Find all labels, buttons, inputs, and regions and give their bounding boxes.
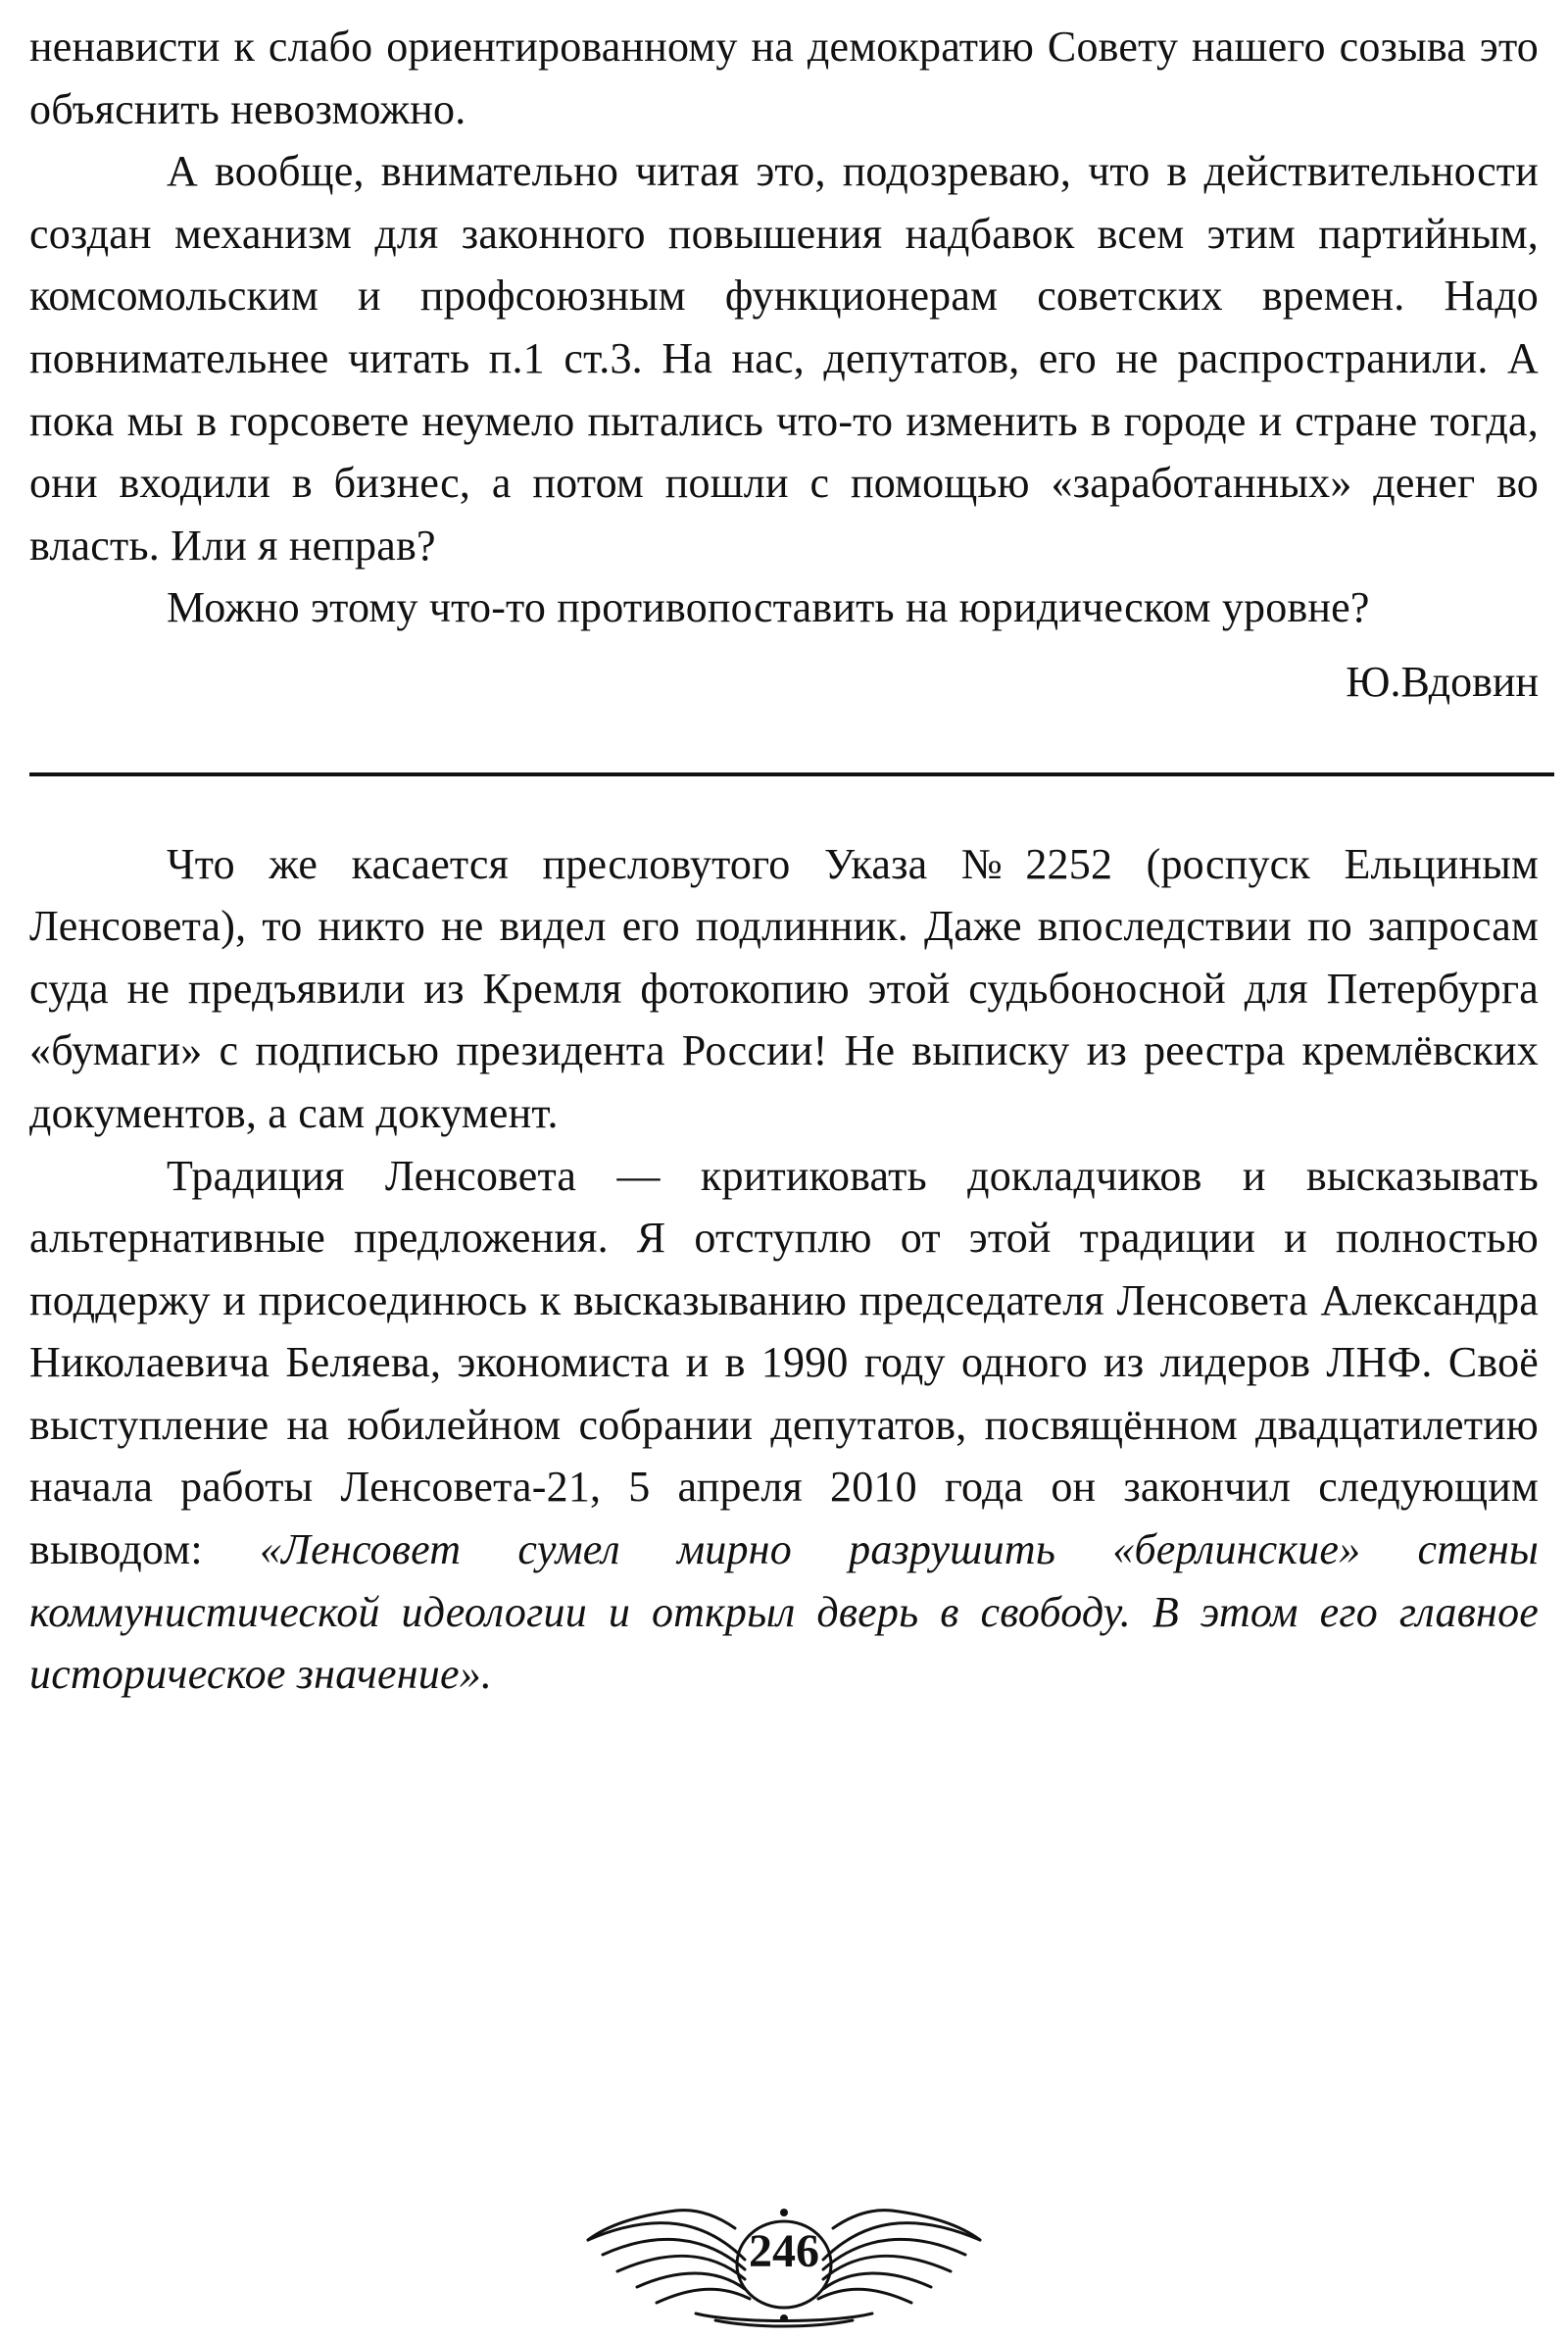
bottom-section (29, 776, 1539, 1706)
top-paragraph-main: А вообще, внимательно читая это, подозреваю, что в действительности создан механизм для законного повышения надбавок всем этим партийным, комсомольским и профсоюзным функционерам советских времен. Надо повнимательнее читать п.1 ст.3. На нас, депутатов, его не распространили. А пока мы в горсовете неумело пытались что-то изменить в городе и стране тогда, они входили в бизнес, а потом пошли с помощью «заработанных» денег во власть. Или я неправ? (29, 147, 1539, 570)
bottom-paragraph-tradition-text: Традиция Ленсовета — критиковать докладчиков и высказывать альтернативные предложения. Я отступлю от этой традиции и полностью поддержу и присоединюсь к высказыванию председателя Ленсовета Александра Николаевича Беляева, экономиста и в 1990 году одного из лидеров ЛНФ. Своё выступление на юбилейном собрании депутатов, посвящённом двадцатилетию начала работы Ленсовета-21, 5 апреля 2010 года он закончил следующим выводом: (29, 1151, 1539, 1574)
top-paragraph-question: Можно этому что-то противопоставить на юридическом уровне? (167, 583, 1370, 632)
page-footer (549, 2181, 1019, 2328)
page-number: 246 (749, 2225, 819, 2277)
bottom-paragraph-tradition (29, 1145, 1539, 1706)
author-signature: Ю.Вдовин (1346, 657, 1539, 706)
top-section (29, 0, 1539, 639)
page-content (29, 0, 1539, 1706)
belyaev-quote: «Ленсовет сумел мирно разрушить «берлинские» стены коммунистической идеологии и открыл дверь в свободу. В этом его главное историческое значение». (29, 1525, 1539, 1699)
bottom-paragraph-decree: Что же касается пресловутого Указа №2252 (роспуск Ельциным Ленсовета), то никто не видел его подлинник. Даже впоследствии по запросам суда не предъявили из Кремля фотокопию этой судьбоносной для Петербурга «бумаги» с подписью президента России! Не выписку из реестра кремлёвских документов, а сам документ. (29, 839, 1539, 1137)
top-paragraph-continuation: ненависти к слабо ориентированному на демократию Совету нашего созыва это объяснить невозможно. (29, 23, 1539, 133)
